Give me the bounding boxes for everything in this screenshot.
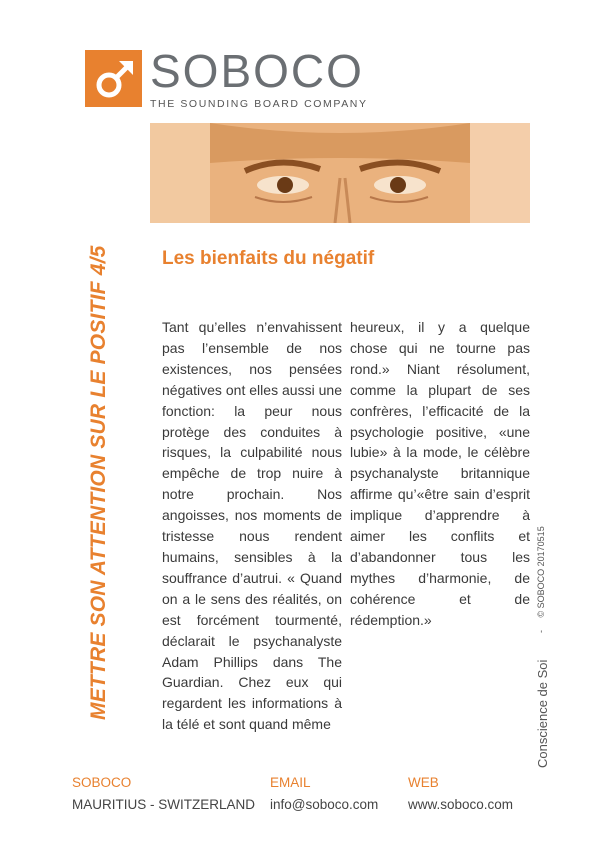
footer-web-link[interactable]: www.soboco.com	[408, 797, 514, 812]
article-column-1: Tant qu’elles n’envahissent pas l’ensemble de nos existences, nos pensées négatives ont elles aussi une fonction: la peur nous protège des conduites à risques, la culpabilité nous empêche de trop nuire à notre prochain. Nos angoisses, nos moments de tristesse nous rendent humains, sensibles à la souffrance d’autrui. « Quand on a le sens des réalités, on est forcément tourmenté, déclarait le psychanalyste Adam Phillips dans The Guardian. Chez eux qui regardent les informations à la télé et sont quand même	[162, 319, 342, 733]
copyright-block	[536, 526, 546, 633]
footer-email-label: EMAIL	[270, 775, 311, 790]
copyright-text: © SOBOCO 20170515	[536, 526, 546, 618]
article-column-2: heureux, il y a quelque chose qui ne tourne pas rond.» Niant résolument, comme la plupart de ses confrères, l’efficacité de la psychologie positive, «une lubie» à la mode, le célèbre psychanalyste britannique affirme qu’«être sain d’esprit implique d’apprendre à aimer les conflits et d’abandonner tous les mythes d’harmonie, de cohérence et de rédemption.»	[350, 319, 530, 628]
category-label	[535, 660, 550, 768]
brand-name: SOBOCO	[150, 45, 364, 97]
brand-tagline: THE SOUNDING BOARD COMPANY	[150, 98, 368, 110]
category-text: Conscience de Soi	[535, 659, 550, 768]
separator: -	[536, 630, 546, 633]
header-photo	[150, 123, 530, 223]
footer-web-label: WEB	[408, 775, 439, 790]
footer-email-link[interactable]: info@soboco.com	[270, 797, 379, 812]
footer-company-value: MAURITIUS - SWITZERLAND	[72, 797, 256, 812]
logo-icon	[85, 50, 142, 107]
article-heading: Les bienfaits du négatif	[162, 248, 375, 269]
vertical-series-title: METTRE SON ATTENTION SUR LE POSITIF 4/5	[87, 245, 110, 720]
footer-company-label: SOBOCO	[72, 775, 132, 790]
